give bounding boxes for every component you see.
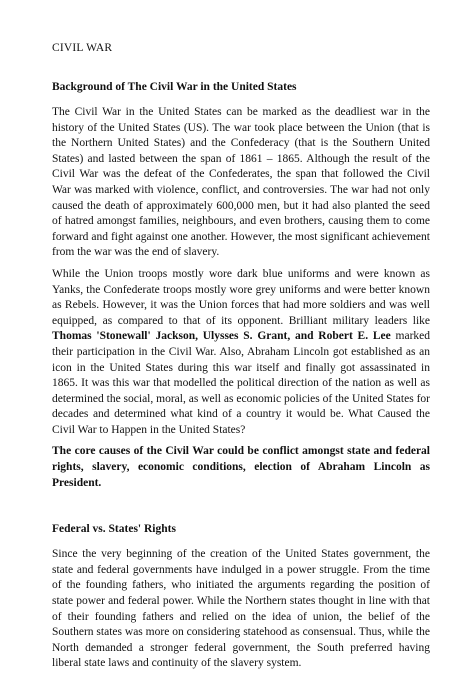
paragraph-background-2 (52, 267, 430, 439)
paragraph-background-1: The Civil War in the United States can be marked as the deadliest war in the history of the United States (US). The war took place between the Union (that is the Northern United States) and the Confederacy (that is the Southern United States) and lasted between the span of 1861 – 1865. Although the result of the Civil War was the defeat of the Confederates, the span that followed the Civil War was marked with violence, conflict, and controversies. The war had not only caused the death of approximately 600,000 men, but it had also planted the seed of hatred amongst families, neighbours, and even brothers, causing them to come forward and fight against one another. However, the most significant achievement from the war was the end of slavery. (52, 106, 430, 259)
section-heading-federal-vs-states: Federal vs. States' Rights (52, 523, 176, 536)
document-body (52, 41, 430, 678)
paragraph-text-segment: marked their participation in the Civil War. Also, Abraham Lincoln got established as an icon in the United States during this war itself and finally got assassinated in 1865. It was this war that modelled the political direction of the nation as well as determined the social, moral, as well as economic policies of the United States for decades and determined what kind of a country it would be. What Caused the Civil War to Happen in the United States? (52, 330, 431, 436)
paragraph-text-segment: While the Union troops mostly wore dark blue uniforms and were known as Yanks, the Confederate troops mostly wore grey uniforms and were better known as Rebels. However, it was the Union forces that had more soldiers and was well equipped, as compared to that of its opponent. Brilliant military leaders like (52, 267, 430, 327)
section-spacer (52, 497, 430, 522)
document-title: CIVIL WAR (52, 42, 113, 54)
paragraph-federal-vs-states-1: Since the very beginning of the creation of the United States government, the state and federal governments have indulged in a power struggle. From the time of the founding fathers, who initiated the arguments regarding the position of state power and federal power. While the Northern states thought in line with that of their founding fathers and relied on the idea of union, the belief of the Southern states was more on considering statehood as consensual. Thus, while the North demanded a stronger federal government, the South preferred having liberal state laws and continuity of the slavery system. (52, 548, 430, 670)
military-leaders-bold-text: Thomas 'Stonewall' Jackson, Ulysses S. Grant, and Robert E. Lee (52, 330, 391, 343)
core-causes-bold-paragraph: The core causes of the Civil War could be conflict amongst state and federal rights, slavery, economic conditions, election of Abraham Lincoln as President. (52, 445, 430, 489)
section-heading-background: Background of The Civil War in the United States (52, 81, 297, 93)
